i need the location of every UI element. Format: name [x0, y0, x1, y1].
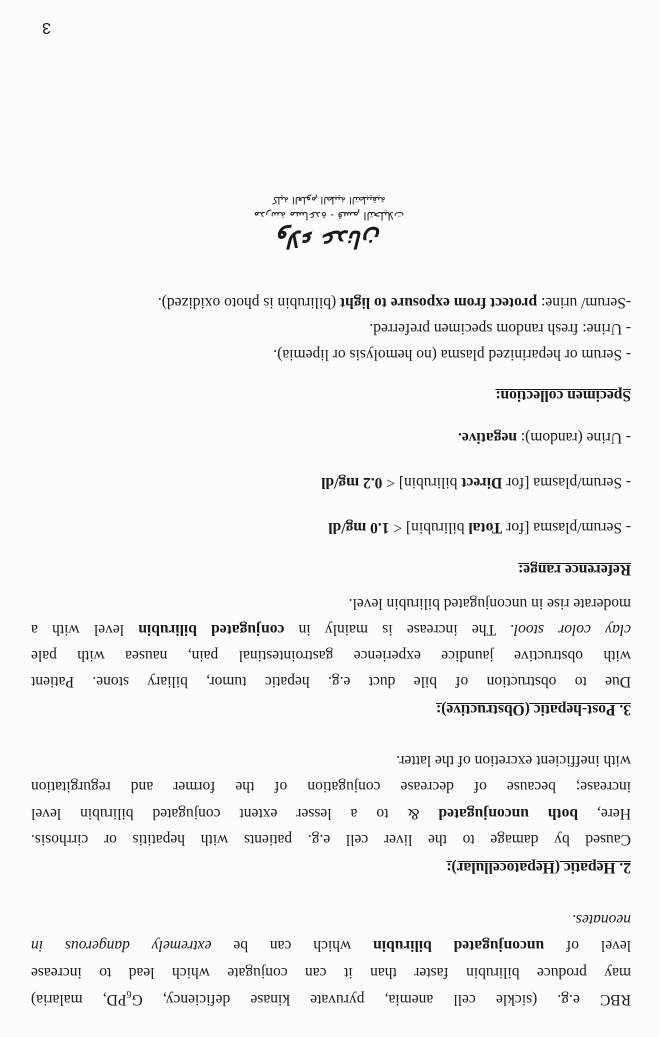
specimen-heading: Specimen collection:: [495, 387, 631, 404]
signature-name: ولاء عدنان: [277, 225, 381, 253]
hepatic-line-4: with inefficient excretion of the latter.: [396, 752, 631, 769]
page-number: 3: [42, 19, 51, 36]
posthepatic-line-4: moderate rise in unconjugated bilirubin level.: [348, 595, 631, 612]
signature-stamp: [229, 192, 429, 255]
specimen-item-3: -Serum/ urine: protect from exposure to light (bilirubin is photo oxidized).: [157, 294, 631, 311]
hepatic-line-3: increase; because of decrease conjugation of the former and regurgitation: [31, 778, 631, 795]
reference-item-direct: - Serum/plasma [for Direct bilirubin] < 0.2 mg/dl: [321, 474, 631, 491]
specimen-item-1: - Serum or heparinized plasma (no hemolysis or lipemia).: [273, 346, 631, 363]
posthepatic-line-1: Due to obstruction of bile duct e.g. hepatic tumor, biliary stone. Patient: [31, 673, 631, 690]
reference-item-total: - Serum/plasma [for Total bilirubin] < 1.0 mg/dl: [328, 519, 631, 536]
intro-line-2: may produce bilirubin faster than it can conjugate which lead to increase: [31, 964, 631, 981]
hepatic-line-1: Caused by damage to the liver cell e.g. patients with hepatitis or cirrhosis.: [31, 831, 631, 848]
specimen-item-2: - Urine: fresh random specimen preferred.: [369, 320, 631, 337]
signature-college: كلية العلوم الطبية التطبيقية: [272, 194, 386, 205]
posthepatic-line-3: clay color stool. The increase is mainly in conjugated bilirubin level with a: [30, 621, 631, 638]
reference-heading: Reference range:: [518, 561, 631, 578]
posthepatic-heading: 3. Post-hepatic (Obstructive):: [436, 701, 631, 718]
intro-line-4: neonates.: [572, 911, 631, 928]
signature-title: مدرسة مساعدة - قسم التحليلات: [253, 209, 405, 222]
intro-line-3: level of unconjugated bilirubin which can be extremely dangerous in: [31, 937, 631, 954]
posthepatic-line-2: with obstructive jaundice experience gastrointestinal pain, nausea with pale: [31, 647, 631, 664]
reference-item-urine: - Urine (random): negative.: [457, 429, 631, 446]
intro-line-1: RBC e.g. (sickle cell anemia, pyruvate kinase deficiency, $G_6PD$, malaria): [30, 987, 631, 1008]
hepatic-line-2: Here, both unconjugated & to a lesser extent conjugated bilirubin level: [31, 805, 631, 822]
hepatic-heading: 2. Hepatic (Hepatocellular):: [446, 859, 631, 876]
